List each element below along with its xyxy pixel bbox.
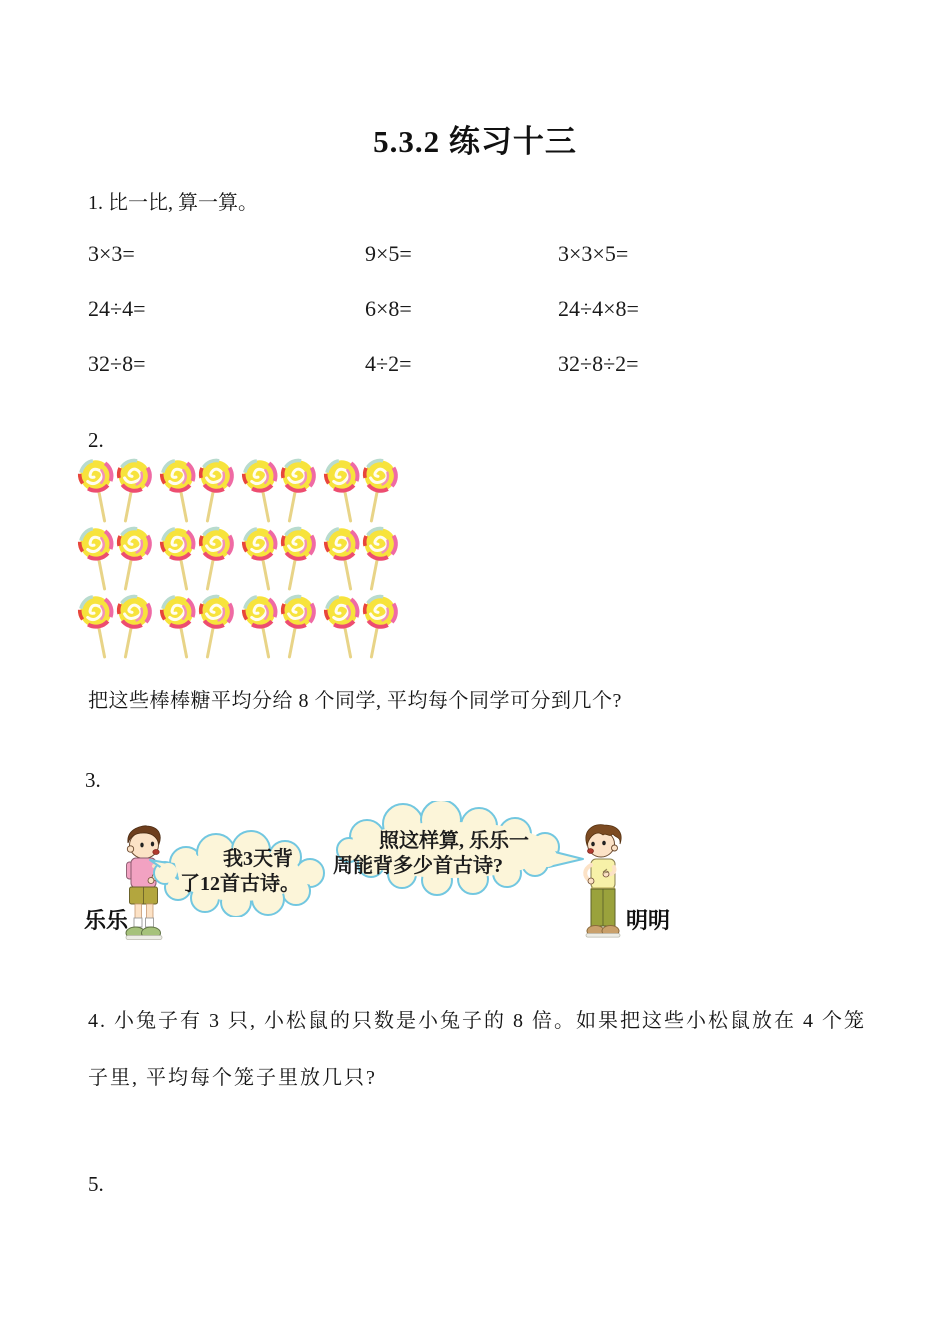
lollipop-icon (271, 592, 319, 664)
math-problem: 24÷4= (88, 296, 146, 321)
mingming-name-label: 明明 (626, 908, 671, 933)
question-1-label: 1. 比一比, 算一算。 (88, 192, 258, 214)
lollipop-icon (189, 456, 237, 528)
lollipop-grid (86, 458, 416, 662)
math-problem: 24÷4×8= (558, 296, 639, 321)
question-3-number: 3. (85, 768, 101, 792)
lollipop-pair (86, 594, 144, 662)
page-title: 5.3.2 练习十三 (373, 124, 577, 159)
speech-line: 了12首古诗。 (180, 873, 300, 895)
lollipop-pair (250, 594, 308, 662)
lele-name-label: 乐乐 (84, 908, 129, 933)
lollipop-icon (271, 456, 319, 528)
speech-line: 我3天背 (223, 848, 293, 870)
lollipop-pair (332, 526, 390, 594)
math-problem-grid (88, 241, 728, 386)
speech-line: 周能背多少首古诗? (333, 855, 503, 877)
lollipop-icon (271, 524, 319, 596)
lollipop-icon (353, 592, 401, 664)
lollipop-row (86, 594, 416, 662)
lollipop-pair (168, 594, 226, 662)
lollipop-icon (353, 524, 401, 596)
lollipop-icon (189, 592, 237, 664)
lollipop-row (86, 458, 416, 526)
math-problem: 3×3×5= (558, 241, 629, 266)
question-5-number: 5. (88, 1172, 104, 1196)
question-4-line1: 4. 小兔子有 3 只, 小松鼠的只数是小兔子的 8 倍。如果把这些小松鼠放在 4 个笼 (88, 1010, 866, 1032)
lollipop-pair (168, 458, 226, 526)
lollipop-icon (189, 524, 237, 596)
mingming-speech-text (333, 829, 529, 879)
lollipop-pair (250, 526, 308, 594)
lollipop-row (86, 526, 416, 594)
lollipop-pair (332, 458, 390, 526)
math-problem: 32÷8= (88, 351, 146, 376)
boy-mingming-illustration (577, 823, 629, 949)
lollipop-icon (353, 456, 401, 528)
speech-line: 照这样算, 乐乐一 (379, 830, 529, 852)
math-problem: 32÷8÷2= (558, 351, 639, 376)
lele-speech-text (180, 847, 300, 897)
lollipop-icon (107, 592, 155, 664)
math-problem: 9×5= (365, 241, 412, 266)
math-problem: 3×3= (88, 241, 135, 266)
math-problem: 4÷2= (365, 351, 412, 376)
math-problem: 6×8= (365, 296, 412, 321)
question-2-text: 把这些棒棒糖平均分给 8 个同学, 平均每个同学可分到几个? (88, 690, 622, 712)
question-4-line2: 子里, 平均每个笼子里放几只? (88, 1067, 377, 1089)
lollipop-pair (250, 458, 308, 526)
lollipop-pair (86, 458, 144, 526)
lollipop-icon (107, 524, 155, 596)
lollipop-pair (168, 526, 226, 594)
lollipop-icon (107, 456, 155, 528)
lollipop-pair (86, 526, 144, 594)
question-2-number: 2. (88, 428, 104, 452)
lollipop-pair (332, 594, 390, 662)
